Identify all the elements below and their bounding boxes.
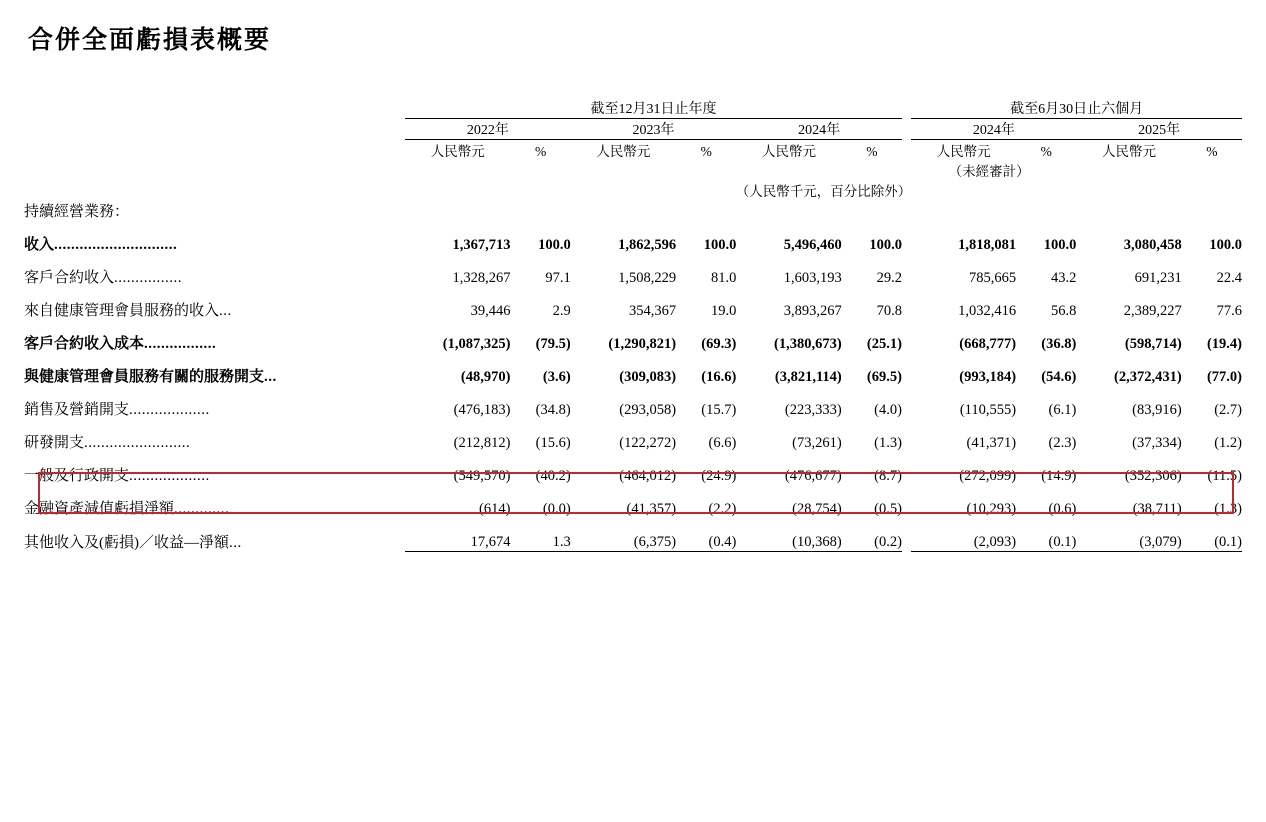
section-label-continuing-operations: 持續經營業務：	[24, 204, 130, 220]
cell-percent: (0.4)	[708, 534, 737, 550]
cell-amount: (1,380,673)	[774, 336, 842, 352]
column-rule	[571, 552, 737, 561]
row-label	[24, 287, 405, 320]
table-row	[24, 287, 1242, 320]
leader-dots: ...	[264, 369, 277, 385]
cell-percent: (19.4)	[1206, 336, 1242, 352]
header-year-2024-interim: 2024年	[911, 119, 1076, 140]
column-gap-cell	[902, 221, 911, 254]
cell-amount: (2,372,431)	[1114, 369, 1182, 385]
cell-percent: (11.5)	[1207, 468, 1242, 484]
column-gap-cell	[902, 386, 911, 419]
leader-dots: ...................	[129, 468, 210, 484]
cell-percent: (1.3)	[1214, 501, 1242, 517]
cell-percent: 81.0	[710, 270, 737, 286]
cell-percent: 43.2	[1050, 270, 1077, 286]
row-label	[24, 320, 405, 353]
header-empty-cell-4	[24, 160, 902, 180]
cell-percent: (36.8)	[1041, 336, 1077, 352]
cell-percent: (0.1)	[1214, 534, 1242, 550]
cell-amount: (309,083)	[619, 369, 677, 385]
cell-percent: (1.2)	[1214, 435, 1242, 451]
column-gap-cell	[902, 419, 911, 452]
cell-amount: (293,058)	[619, 402, 677, 418]
cell-amount: (212,812)	[453, 435, 511, 451]
cell-amount: (272,099)	[959, 468, 1017, 484]
leader-dots: .............................	[54, 237, 178, 253]
cell-amount: (28,754)	[792, 501, 842, 517]
cell-amount: (668,777)	[959, 336, 1017, 352]
row-label	[24, 419, 405, 452]
cell-percent: 70.8	[876, 303, 902, 319]
header-percent-2024: %	[866, 144, 878, 159]
leader-dots: ...	[229, 534, 242, 551]
cell-amount: (73,261)	[792, 435, 842, 451]
cell-amount: 1,818,081	[958, 237, 1017, 253]
header-gap-cell-2	[902, 119, 911, 140]
header-empty-cell-6	[24, 180, 405, 200]
cell-amount: 785,665	[968, 270, 1017, 286]
row-label	[24, 254, 405, 287]
header-year-row	[24, 119, 1242, 140]
row-label-text: 來自健康管理會員服務的收入	[24, 303, 220, 319]
header-currency-2024: 人民幣元	[762, 144, 817, 159]
row-label-text: 一般及行政開支	[24, 468, 130, 484]
cell-amount: (2,093)	[973, 534, 1017, 550]
column-rule	[911, 552, 1076, 561]
leader-dots: .........................	[84, 435, 191, 451]
header-year-2024: 2024年	[736, 119, 902, 140]
row-label-text: 其他收入及(虧損)／收益—淨額	[24, 534, 229, 551]
cell-amount: (83,916)	[1132, 402, 1182, 418]
cell-percent: 19.0	[710, 303, 737, 319]
cell-amount: (476,677)	[784, 468, 842, 484]
cell-amount: (464,012)	[619, 468, 677, 484]
column-gap-cell	[902, 254, 911, 287]
cell-amount: (6,375)	[633, 534, 677, 550]
cell-amount: (48,970)	[460, 369, 511, 385]
cell-amount: (598,714)	[1124, 336, 1182, 352]
cell-percent: (0.0)	[542, 501, 571, 517]
section-empty-cell	[405, 200, 1242, 221]
cell-amount: 17,674	[470, 534, 511, 550]
cell-percent: (69.3)	[701, 336, 737, 352]
header-empty-cell-5	[1076, 160, 1242, 180]
header-gap-cell-3	[902, 140, 911, 161]
cell-amount: (3,079)	[1139, 534, 1182, 550]
cell-percent: (25.1)	[866, 336, 902, 352]
table-row	[24, 320, 1242, 353]
header-currency-2023: 人民幣元	[596, 144, 651, 159]
header-currency-2024-interim: 人民幣元	[936, 144, 991, 159]
cell-percent: (40.2)	[535, 468, 571, 484]
table-row	[24, 386, 1242, 419]
table-row	[24, 419, 1242, 452]
cell-amount: 1,603,193	[783, 270, 842, 286]
cell-percent: (14.9)	[1041, 468, 1077, 484]
row-label	[24, 386, 405, 419]
column-rule	[736, 552, 902, 561]
cell-amount: (110,555)	[959, 402, 1017, 418]
cell-percent: (24.9)	[701, 468, 737, 484]
cell-percent: (2.3)	[1048, 435, 1077, 451]
cell-amount: 3,080,458	[1123, 237, 1182, 253]
cell-amount: (476,183)	[453, 402, 511, 418]
header-unit-note-row	[24, 180, 1242, 200]
cell-percent: (4.0)	[874, 402, 902, 418]
cell-percent: (3.6)	[542, 369, 571, 385]
cell-percent: (1.3)	[874, 435, 902, 451]
header-unaudited-note: （未經審計）	[948, 164, 1030, 179]
cell-percent: (0.5)	[874, 501, 902, 517]
cell-percent: 77.6	[1216, 303, 1242, 319]
header-unit-row	[24, 140, 1242, 161]
leader-dots: .............	[174, 501, 230, 517]
leader-dots: ...................	[129, 402, 210, 418]
header-year-2022: 2022年	[405, 119, 571, 140]
cell-percent: (79.5)	[535, 336, 571, 352]
cell-percent: (16.6)	[701, 369, 737, 385]
cell-percent: 2.9	[552, 303, 571, 319]
column-gap-cell	[902, 452, 911, 485]
row-label	[24, 485, 405, 518]
row-label	[24, 221, 405, 254]
cell-amount: 39,446	[470, 303, 511, 319]
cell-percent: (0.6)	[1048, 501, 1077, 517]
cell-percent: (2.7)	[1214, 402, 1242, 418]
header-group-row	[24, 98, 1242, 119]
cell-percent: 97.1	[545, 270, 571, 286]
row-label-text: 研發開支	[24, 435, 85, 451]
row-label-text: 與健康管理會員服務有關的服務開支	[24, 369, 265, 385]
header-gap-cell	[902, 98, 911, 119]
table-row	[24, 353, 1242, 386]
row-label	[24, 353, 405, 386]
column-gap-cell	[902, 287, 911, 320]
column-gap-cell	[902, 485, 911, 518]
cell-amount: 3,893,267	[783, 303, 842, 319]
cell-percent: (34.8)	[535, 402, 571, 418]
cell-percent: (8.7)	[874, 468, 902, 484]
column-gap-cell	[902, 320, 911, 353]
cell-amount: (1,290,821)	[608, 336, 677, 352]
cell-percent: (69.5)	[866, 369, 902, 385]
header-year-2023: 2023年	[571, 119, 737, 140]
cell-amount: 1,032,416	[958, 303, 1017, 319]
header-empty-cell-2	[24, 119, 405, 140]
table-row	[24, 452, 1242, 485]
header-percent-2022: %	[534, 144, 547, 159]
row-label-text: 客戶合約收入成本	[24, 336, 145, 352]
cell-percent: 56.8	[1050, 303, 1077, 319]
cell-percent: (77.0)	[1206, 369, 1242, 385]
cell-amount: 1,328,267	[452, 270, 511, 286]
header-percent-2023: %	[700, 144, 712, 159]
financial-table-body	[24, 200, 1242, 560]
cell-percent: (0.2)	[874, 534, 902, 550]
cell-amount: (37,334)	[1132, 435, 1182, 451]
cell-amount: (549,570)	[453, 468, 511, 484]
table-bottom-rule	[24, 552, 1242, 561]
leader-dots: ................	[114, 270, 183, 286]
header-currency-2025-interim: 人民幣元	[1102, 144, 1156, 159]
cell-percent: (15.6)	[535, 435, 571, 451]
cell-amount: 1,367,713	[452, 237, 511, 253]
row-label	[24, 518, 405, 552]
leader-dots: .................	[144, 336, 217, 352]
table-row	[24, 518, 1242, 552]
cell-amount: 1,862,596	[618, 237, 677, 253]
cell-percent: 22.4	[1216, 270, 1242, 286]
leader-dots: ...	[219, 303, 232, 319]
cell-percent: (6.6)	[708, 435, 737, 451]
cell-percent: 1.3	[552, 534, 571, 550]
table-row	[24, 485, 1242, 518]
column-gap-cell	[902, 353, 911, 386]
cell-amount: (10,368)	[792, 534, 842, 550]
cell-percent: 100.0	[538, 237, 571, 253]
cell-amount: (122,272)	[619, 435, 677, 451]
cell-amount: (41,357)	[626, 501, 677, 517]
header-year-2025-interim: 2025年	[1076, 119, 1242, 140]
cell-percent: (54.6)	[1041, 369, 1077, 385]
column-rule	[1076, 552, 1242, 561]
cell-percent: 100.0	[1209, 237, 1242, 253]
cell-amount: (614)	[479, 501, 511, 517]
header-empty-cell	[24, 98, 405, 119]
cell-amount: 354,367	[628, 303, 677, 319]
header-unaudited-row	[24, 160, 1242, 180]
header-group-annual: 截至12月31日止年度	[405, 98, 902, 119]
row-label-text: 收入	[24, 237, 55, 253]
rule-spacer	[24, 552, 405, 561]
cell-amount: (41,371)	[966, 435, 1017, 451]
header-percent-2025-interim: %	[1206, 144, 1218, 159]
header-unit-note: （人民幣千元，百分比除外）	[735, 184, 912, 199]
row-label-text: 銷售及營銷開支	[24, 402, 130, 418]
header-currency-2022: 人民幣元	[430, 144, 485, 159]
page-title: 合併全面虧損表概要	[28, 25, 272, 54]
header-empty-cell-3	[24, 140, 405, 161]
cell-percent: (15.7)	[701, 402, 737, 418]
financial-summary-table	[24, 98, 1242, 560]
cell-amount: 1,508,229	[618, 270, 677, 286]
cell-amount: (10,293)	[966, 501, 1017, 517]
section-header-row	[24, 200, 1242, 221]
row-label-text: 金融資產減值虧損淨額	[24, 501, 175, 517]
cell-percent: (0.1)	[1048, 534, 1077, 550]
cell-amount: 691,231	[1134, 270, 1182, 286]
cell-amount: (38,711)	[1132, 501, 1182, 517]
cell-amount: 5,496,460	[783, 237, 842, 253]
cell-percent: (6.1)	[1048, 402, 1077, 418]
cell-amount: (352,306)	[1124, 468, 1182, 484]
row-label	[24, 452, 405, 485]
table-row	[24, 221, 1242, 254]
cell-amount: (1,087,325)	[442, 336, 511, 352]
cell-amount: (993,184)	[959, 369, 1017, 385]
cell-percent: 100.0	[869, 237, 902, 253]
header-group-interim: 截至6月30日止六個月	[911, 98, 1242, 119]
cell-percent: 29.2	[876, 270, 902, 286]
cell-amount: 2,389,227	[1123, 303, 1182, 319]
cell-percent: 100.0	[1043, 237, 1077, 253]
cell-amount: (3,821,114)	[774, 369, 842, 385]
header-percent-2024-interim: %	[1040, 144, 1052, 159]
column-gap-cell	[902, 518, 911, 552]
column-gap-cell	[902, 552, 911, 561]
cell-percent: (2.2)	[708, 501, 737, 517]
column-rule	[405, 552, 571, 561]
table-row	[24, 254, 1242, 287]
row-label-text: 客戶合約收入	[24, 270, 115, 286]
cell-amount: (223,333)	[784, 402, 842, 418]
cell-percent: 100.0	[703, 237, 737, 253]
